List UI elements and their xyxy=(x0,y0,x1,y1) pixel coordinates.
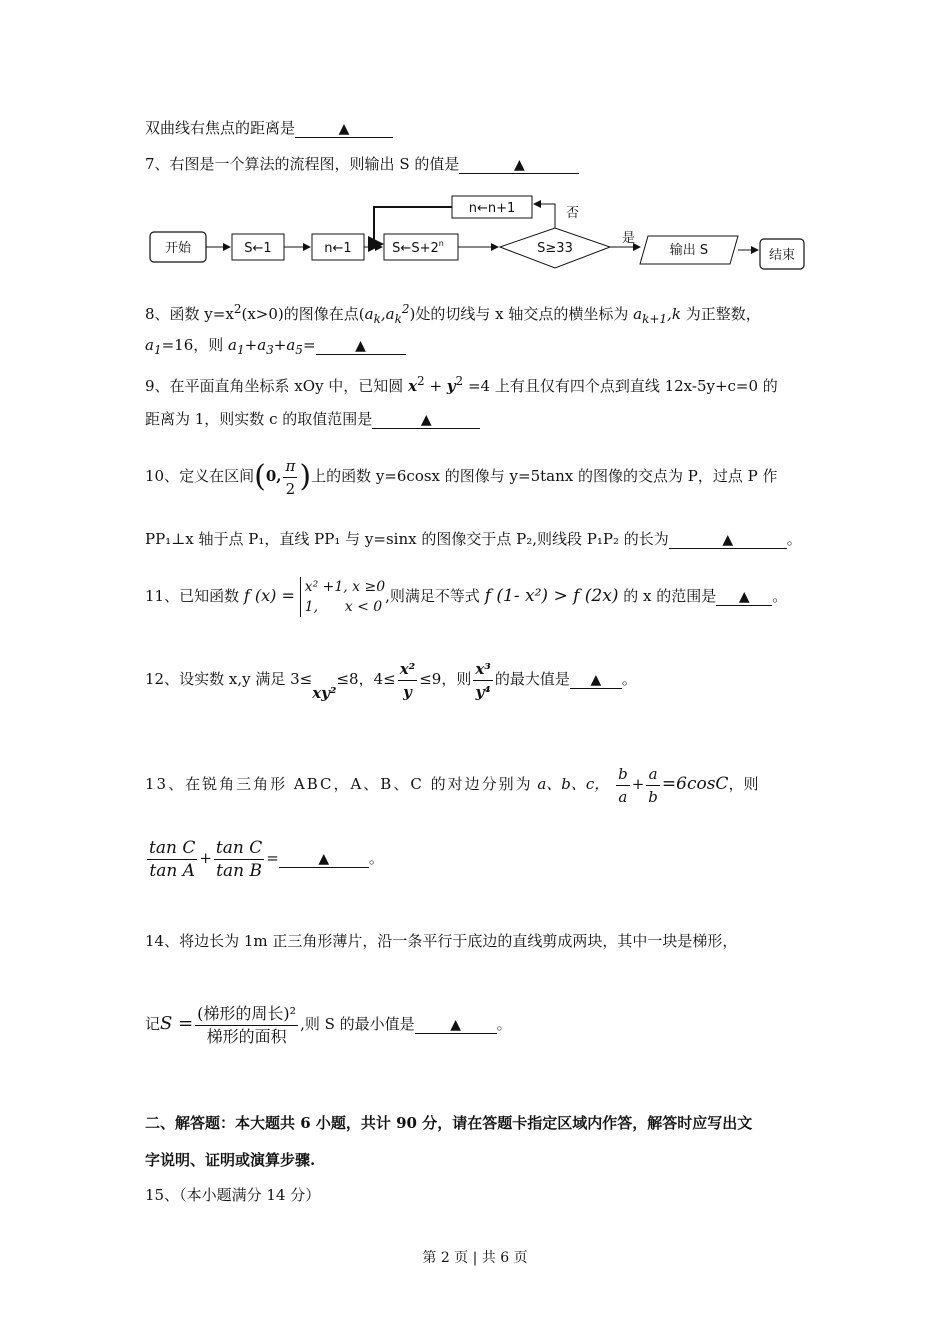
q13-frac-cb xyxy=(214,837,264,882)
q11-text-a: 11、已知函数 xyxy=(145,587,240,605)
q10-text-c: PP₁⊥x 轴于点 P₁，直线 PP₁ 与 y=sinx 的图像交于点 P₂,则线段 P₁P₂ 的长为 xyxy=(145,530,669,548)
s-update-base: S←S+2 xyxy=(392,241,439,256)
q14-frac-den: 梯形的面积 xyxy=(206,1026,287,1046)
q8-text-b: (x>0)的图像在点( xyxy=(241,305,365,323)
q10-blank-mark: ▲ xyxy=(722,532,734,548)
q6-blank-mark: ▲ xyxy=(338,121,350,137)
q12-end: 。 xyxy=(621,670,637,688)
q9-text-c: 距离为 1，则实数 c 的取值范围是 xyxy=(145,410,373,428)
q11-blank xyxy=(716,588,772,606)
page-footer: 第 2 页 | 共 6 页 xyxy=(422,1250,528,1266)
q13-text-b: ，则 xyxy=(728,775,759,793)
q12-text-c: ≤9，则 xyxy=(419,670,472,688)
q10-text-b: 上的函数 y=6cosx 的图像与 y=5tanx 的图像的交点为 P，过点 P 作 xyxy=(311,467,778,485)
q11-text-b: ,则满足不等式 xyxy=(385,587,480,605)
q7-blank-mark: ▲ xyxy=(513,157,525,173)
end-label: 结束 xyxy=(768,248,796,263)
start-label: 开始 xyxy=(164,241,192,256)
q13-line1: 13、在锐角三角形 ABC，A、B、C 的对边分别为 a、b、c， $\frac{b}{a}$ + $\frac{a}{b}$ =6cosC，则 xyxy=(145,764,759,806)
q9-text-a: 9、在平面直角坐标系 xOy 中，已知圆 xyxy=(145,377,404,395)
q11-blank-mark: ▲ xyxy=(738,589,750,605)
q14-text-a: 14、将边长为 1m 正三角形薄片，沿一条平行于底边的直线剪成两块，其中一块是梯形， xyxy=(145,932,738,950)
q14-line1 xyxy=(145,931,737,951)
q8-blank xyxy=(316,337,406,355)
q13-frac-ba: $\frac{b}{a}$ xyxy=(618,764,628,806)
q11-line: 11、已知函数 f (x) = x² +1, x ≥0 1, x < 0 ,则满足不等式 f (1- x²) > f (2x) 的 x 的范围是 ▲ 。 xyxy=(145,579,788,615)
q13-line2: $\frac{\text{tan C}}{\text{tan A}}$ + $\frac{\text{tan C}}{\text{tan B}}$ = ▲ 。 xyxy=(149,837,384,881)
section2-line2: 字说明、证明或演算步骤. xyxy=(145,1151,316,1169)
q13-frac-ca xyxy=(147,837,197,882)
q14-blank xyxy=(415,1016,497,1034)
q13-text-a: 13、在锐角三角形 ABC，A、B、C 的对边分别为 xyxy=(145,775,533,793)
q7-text: 7、右图是一个算法的流程图，则输出 S 的值是 xyxy=(145,155,460,173)
q13-eq-rhs: =6cosC xyxy=(661,774,729,794)
q9-line1: 9、在平面直角坐标系 xOy 中，已知圆 $x^2 + y^2 =4$ 上有且仅有四个点到直线 12x-5y+c=0 的 xyxy=(145,374,778,395)
n-init-label: n←1 xyxy=(324,241,352,256)
q13-eq: = xyxy=(266,849,279,867)
q15-text: 15、（本小题满分 14 分） xyxy=(145,1186,321,1204)
algorithm-flowchart xyxy=(140,192,820,282)
q13-frac-ab: $\frac{a}{b}$ xyxy=(648,764,658,806)
q9-blank xyxy=(372,411,480,429)
q14-end: 。 xyxy=(496,1015,512,1033)
q8-blank-mark: ▲ xyxy=(355,338,366,354)
q8-text-c: )处的切线与 x 轴交点的横坐标为 xyxy=(409,305,629,323)
q13-tanb: tan B xyxy=(216,860,262,881)
q12-blank xyxy=(570,671,622,689)
no-label: 否 xyxy=(566,206,580,221)
q10-pi: π xyxy=(283,455,297,478)
q14-ji: 记 xyxy=(145,1015,161,1033)
q10-interval-frac xyxy=(283,455,297,500)
q13-tana: tan A xyxy=(149,860,195,881)
q8-text-d: 为正整数， xyxy=(685,305,761,323)
output-label: 输出 S xyxy=(669,243,709,258)
s-update-exponent: n xyxy=(438,239,444,248)
q13-tanc-1: tan C xyxy=(149,837,196,858)
q13-vars: a、b、c， xyxy=(537,775,610,793)
q11-piece2: 1, x < 0 xyxy=(304,599,383,615)
q10-end: 。 xyxy=(786,530,802,548)
q10-line2 xyxy=(145,529,802,549)
q14-line2 xyxy=(145,996,512,1052)
q7-blank xyxy=(459,156,579,174)
q12-text-d: 的最大值是 xyxy=(494,670,570,688)
q8-line1: 8、函数 $y=x^2(x>0)$的图像在点$(a_k,a_k^2)$处的切线与 x 轴交点的横坐标为 $a_{k+1},k$ 为正整数， xyxy=(145,302,761,326)
q6-blank xyxy=(295,120,393,138)
q10-line1: 10、定义在区间(0, $\frac{\pi}{2}$ )上的函数 y=6cosx 的图像与 y=5tanx 的图像的交点为 P，过点 P 作 xyxy=(145,456,778,498)
q6-text: 双曲线右焦点的距离是 xyxy=(145,119,296,137)
q12-blank-mark: ▲ xyxy=(590,672,602,688)
q13-tanc-2: tan C xyxy=(215,837,263,858)
section2-heading-2 xyxy=(145,1150,315,1170)
q9-text-b: =4 上有且仅有四个点到直线 12x-5y+c=0 的 xyxy=(467,377,778,395)
q10-text-a: 10、定义在区间 xyxy=(145,467,255,485)
q14-blank-mark: ▲ xyxy=(450,1017,462,1033)
s-init-label: S←1 xyxy=(244,241,272,256)
q8-line2: $a_1=16$，则 $a_1+a_3+a_5=$ ▲ xyxy=(145,335,406,360)
q14-frac xyxy=(195,1003,298,1048)
q12-expr1: xy² xyxy=(312,684,337,702)
q9-blank-mark: ▲ xyxy=(420,412,432,428)
q10-blank xyxy=(669,531,787,549)
q14-text-b: ,则 S 的最小值是 xyxy=(300,1015,415,1033)
q11-piece1: x² +1, x ≥0 xyxy=(304,579,386,595)
q12-frac3 xyxy=(473,658,493,703)
q14-s: S = xyxy=(160,1013,194,1034)
q12-frac2-den: y xyxy=(403,682,412,701)
n-update-label: n←n+1 xyxy=(468,201,516,216)
q13-blank xyxy=(279,850,369,868)
section2-line1: 二、解答题：本大题共 6 小题，共计 90 分，请在答题卡指定区域内作答，解答时应写出文 xyxy=(145,1114,753,1132)
q8-text-e: =16，则 xyxy=(161,336,224,354)
q13-end: 。 xyxy=(368,849,384,867)
section2-heading xyxy=(145,1113,752,1133)
s-update-label xyxy=(392,239,444,256)
q12-text-a: 12、设实数 x,y 满足 3≤ xyxy=(145,670,313,688)
q13-blank-mark: ▲ xyxy=(318,851,330,867)
q10-interval-left: 0, xyxy=(265,467,282,485)
q11-end: 。 xyxy=(772,587,788,605)
q6-tail xyxy=(145,118,393,138)
q9-line2 xyxy=(145,409,480,429)
q12-text-b: ≤8，4≤ xyxy=(336,670,396,688)
q14-frac-num: (梯形的周长)² xyxy=(195,1003,298,1026)
q11-text-c: 的 x 的范围是 xyxy=(623,587,717,605)
q12-frac2 xyxy=(398,658,418,703)
q11-piecewise xyxy=(300,577,385,617)
q7-stem xyxy=(145,154,579,174)
q12-frac3-den: y⁴ xyxy=(475,682,491,701)
q11-inequality: f (1- x²) > f (2x) xyxy=(484,586,619,606)
q12-line xyxy=(145,654,637,718)
q15-stem xyxy=(145,1185,320,1205)
condition-label: S≥33 xyxy=(537,241,573,256)
q10-two: 2 xyxy=(285,479,296,498)
q12-frac2-num: x² xyxy=(398,658,418,681)
q12-frac3-num: x³ xyxy=(473,658,493,681)
q8-text-a: 8、函数 y=x xyxy=(145,305,234,323)
yes-label: 是 xyxy=(622,231,636,246)
